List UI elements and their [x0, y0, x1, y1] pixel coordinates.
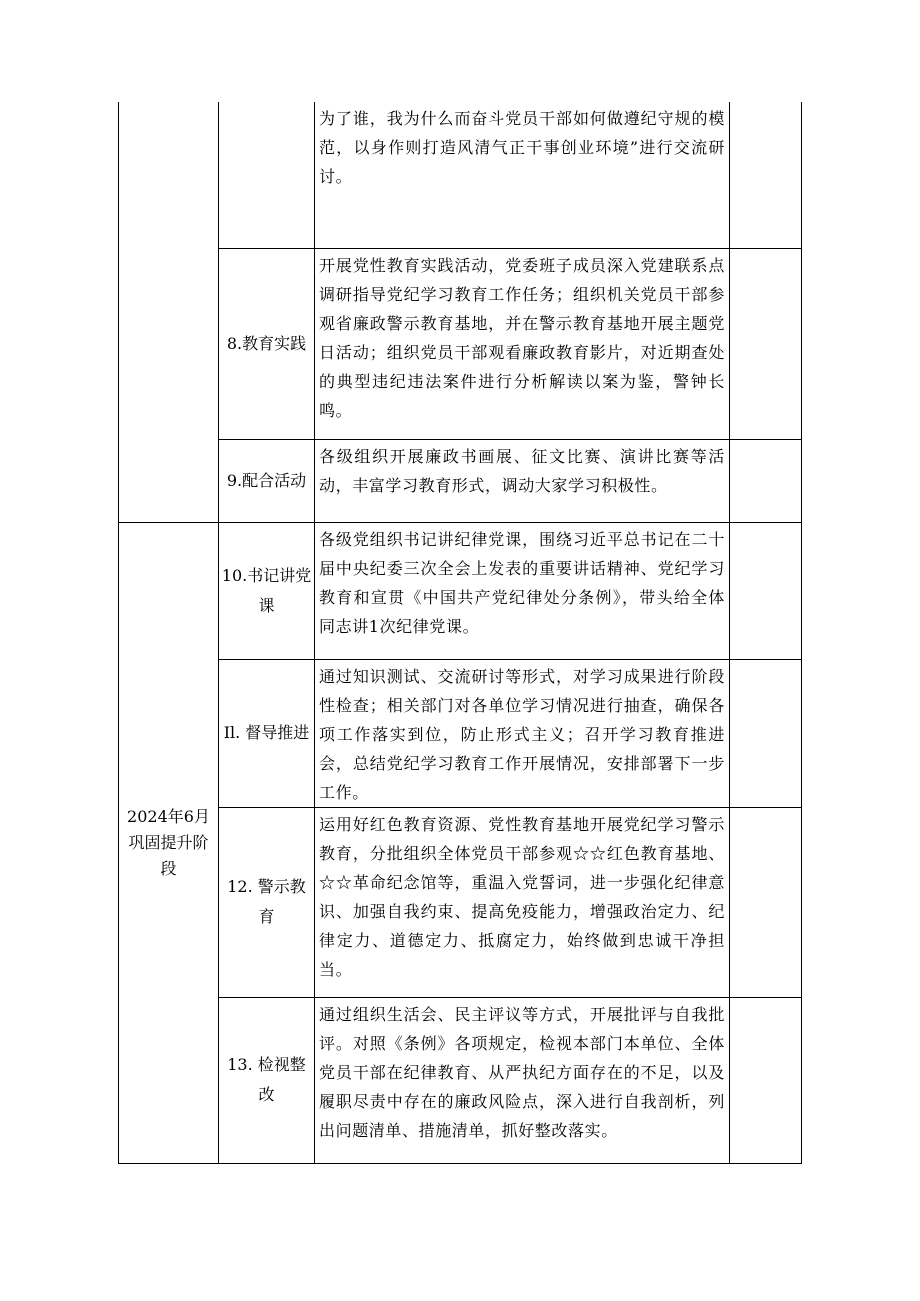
- item-cell: 8.教育实践: [219, 248, 315, 439]
- item-cell: [219, 102, 315, 248]
- remark-cell: [730, 439, 802, 522]
- content-cell: 为了谁，我为什么而奋斗党员干部如何做遵纪守规的模范，以身作则打造风清气正干事创业环境”进行交流研讨。: [315, 102, 730, 248]
- table-row: [119, 522, 802, 659]
- item-cell: Il. 督导推进: [219, 659, 315, 807]
- item-cell: 12. 警示教育: [219, 807, 315, 997]
- content-cell: 开展党性教育实践活动，党委班子成员深入党建联系点调研指导党纪学习教育工作任务；组织机关党员干部参观省廉政警示教育基地，并在警示教育基地开展主题党日活动；组织党员干部观看廉政教育影片，对近期查处的典型违纪违法案件进行分析解读以案为鉴，警钟长鸣。: [315, 248, 730, 439]
- stage-cell-continued: [119, 102, 219, 522]
- content-cell: 通过组织生活会、民主评议等方式，开展批评与自我批评。对照《条例》各项规定，检视本部门本单位、全体党员干部在纪律教育、从严执纪方面存在的不足，以及履职尽责中存在的廉政风险点，深入进行自我剖析，列出问题清单、措施清单，抓好整改落实。: [315, 997, 730, 1163]
- table-row: [119, 659, 802, 807]
- content-cell: 运用好红色教育资源、党性教育基地开展党纪学习警示教育，分批组织全体党员干部参观☆☆红色教育基地、☆☆革命纪念馆等，重温入党誓词，进一步强化纪律意识、加强自我约束、提高免疫能力，增强政治定力、纪律定力、道德定力、抵腐定力，始终做到忠诚干净担当。: [315, 807, 730, 997]
- stage-cell: 2024年6月巩固提升阶段: [119, 522, 219, 1163]
- remark-cell: [730, 659, 802, 807]
- table-row: [119, 248, 802, 439]
- work-plan-table: [118, 102, 802, 1164]
- table-row: [119, 997, 802, 1163]
- remark-cell: [730, 807, 802, 997]
- content-cell: 各级党组织书记讲纪律党课，围绕习近平总书记在二十届中央纪委三次全会上发表的重要讲话精神、党纪学习教育和宣贯《中国共产党纪律处分条例》，带头给全体同志讲1次纪律党课。: [315, 522, 730, 659]
- table-row: [119, 807, 802, 997]
- item-cell: 10.书记讲党课: [219, 522, 315, 659]
- content-cell: 各级组织开展廉政书画展、征文比赛、演讲比赛等活动，丰富学习教育形式，调动大家学习积极性。: [315, 439, 730, 522]
- remark-cell: [730, 248, 802, 439]
- remark-cell: [730, 102, 802, 248]
- table-row: [119, 439, 802, 522]
- item-cell: 13. 检视整改: [219, 997, 315, 1163]
- item-cell: 9.配合活动: [219, 439, 315, 522]
- content-cell: 通过知识测试、交流研讨等形式，对学习成果进行阶段性检查；相关部门对各单位学习情况进行抽查，确保各项工作落实到位，防止形式主义；召开学习教育推进会，总结党纪学习教育工作开展情况，安排部署下一步工作。: [315, 659, 730, 807]
- table-row: [119, 102, 802, 248]
- remark-cell: [730, 522, 802, 659]
- remark-cell: [730, 997, 802, 1163]
